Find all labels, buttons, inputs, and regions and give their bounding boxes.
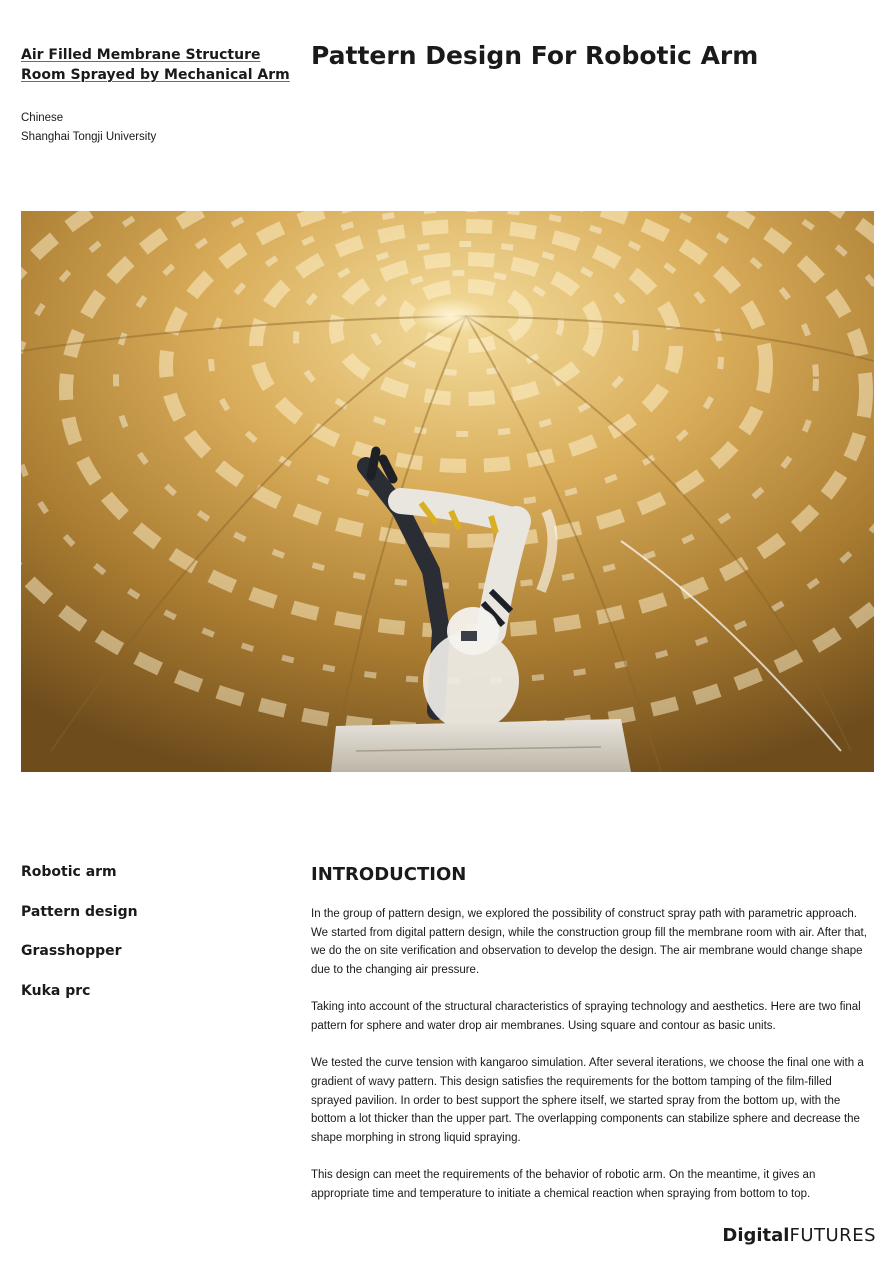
- brand-light: FUTURES: [789, 1225, 876, 1246]
- introduction-heading: INTRODUCTION: [311, 864, 467, 885]
- introduction-body: [311, 905, 873, 1222]
- brand-bold: Digital: [722, 1225, 790, 1246]
- intro-paragraph: In the group of pattern design, we explored the possibility of construct spray path with parametric approach. We started from digital pattern design, while the construction group fill the membrane room with air. After that, we do the on site verification and observation to develop the design. The air membrane would change shape due to the changing air pressure.: [311, 908, 867, 977]
- digitalfutures-logo[interactable]: [722, 1224, 876, 1248]
- keyword-list: [21, 862, 138, 1020]
- project-title-link[interactable]: Air Filled Membrane Structure Room Sprayed by Mechanical Arm: [21, 47, 290, 83]
- intro-paragraph: We tested the curve tension with kangaroo simulation. After several iterations, we choose the final one with a gradient of wavy pattern. This design satisfies the requirements for the bottom tamping of the film-filled sprayed pavilion. In order to best support the sphere itself, we started spray from the bottom up, with the bottom a lot thicker than the upper part. The overlapping components can stabilize sphere and decrease the shape morphing in strong liquid spraying.: [311, 1057, 864, 1145]
- page-title: Pattern Design For Robotic Arm: [311, 41, 759, 70]
- keyword-pattern-design[interactable]: Pattern design: [21, 903, 138, 920]
- intro-paragraph: This design can meet the requirements of the behavior of robotic arm. On the meantime, it gives an appropriate time and temperature to initiate a chemical reaction when spraying from bottom to top.: [311, 1169, 816, 1200]
- keyword-grasshopper[interactable]: Grasshopper: [21, 943, 122, 959]
- keyword-robotic-arm[interactable]: Robotic arm: [21, 864, 117, 880]
- project-meta: [21, 109, 156, 147]
- project-country: Chinese: [21, 112, 64, 124]
- hero-image: [21, 211, 874, 772]
- intro-paragraph: Taking into account of the structural characteristics of spraying technology and aesthetics. Here are two final pattern for sphere and water drop air membranes. Using square and contour as basic units.: [311, 1001, 861, 1033]
- keyword-kuka-prc[interactable]: Kuka prc: [21, 982, 91, 999]
- project-institution: Shanghai Tongji University: [21, 131, 157, 143]
